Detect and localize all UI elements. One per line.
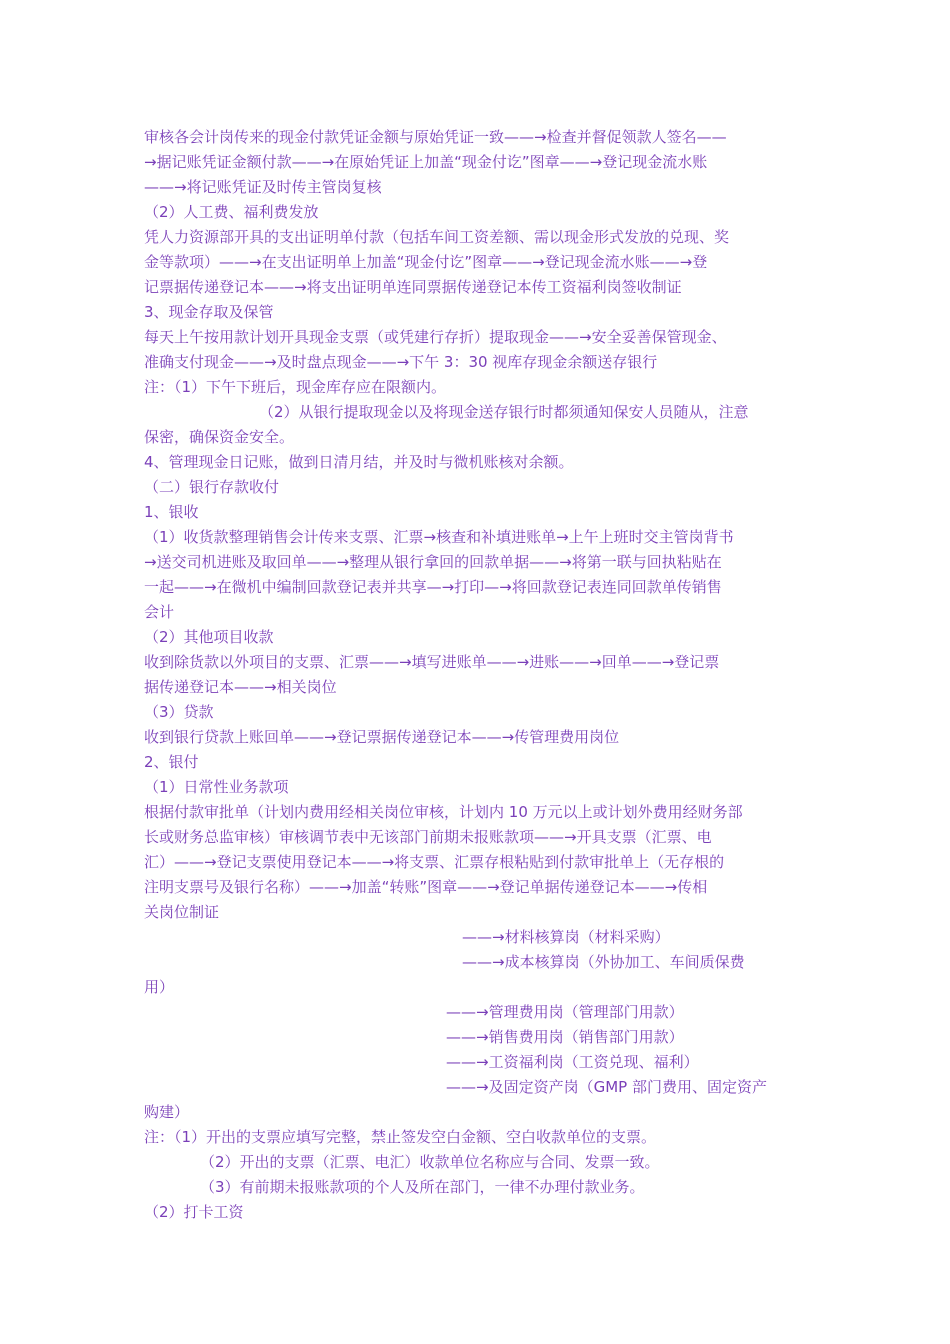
text-line: →送交司机进账及取回单——→整理从银行拿回的回款单据——→将第一联与回执粘贴在 [144, 553, 722, 571]
note-line: （2）从银行提取现金以及将现金送存银行时都须通知保安人员随从，注意 [259, 403, 749, 421]
text-line: →据记账凭证金额付款——→在原始凭证上加盖“现金付讫”图章——→登记现金流水账 [144, 153, 708, 171]
section-heading: 1、银收 [144, 503, 199, 521]
text-line: 收到除货款以外项目的支票、汇票——→填写进账单——→进账——→回单——→登记票 [144, 653, 720, 671]
section-heading: （3）贷款 [144, 703, 214, 721]
section-heading: （1）日常性业务款项 [144, 778, 289, 796]
branch-line: ——→材料核算岗（材料采购） [462, 928, 670, 946]
note-line: 注：（1）下午下班后，现金库存应在限额内。 [144, 378, 447, 396]
section-heading: （2）人工费、福利费发放 [144, 203, 319, 221]
text-line: 长或财务总监审核）审核调节表中无该部门前期未报账款项——→开具支票（汇票、电 [144, 828, 712, 846]
text-line: 记票据传递登记本——→将支出证明单连同票据传递登记本传工资福利岗签收制证 [144, 278, 682, 296]
section-heading: 3、现金存取及保管 [144, 303, 274, 321]
branch-line: ——→销售费用岗（销售部门用款） [446, 1028, 684, 1046]
text-line: 购建） [144, 1103, 190, 1121]
section-heading: 4、管理现金日记账，做到日清月结，并及时与微机账核对余额。 [144, 453, 574, 471]
section-heading: （二）银行存款收付 [144, 478, 280, 496]
text-line: 关岗位制证 [144, 903, 220, 921]
text-line: （1）收货款整理销售会计传来支票、汇票→核查和补填进账单→上午上班时交主管岗背书 [144, 528, 734, 546]
text-line: 每天上午按用款计划开具现金支票（或凭建行存折）提取现金——→安全妥善保管现金、 [144, 328, 727, 346]
text-line: 会计 [144, 603, 175, 621]
text-line: 审核各会计岗传来的现金付款凭证金额与原始凭证一致——→检查并督促领款人签名—— [144, 128, 727, 146]
text-line: 汇）——→登记支票使用登记本——→将支票、汇票存根粘贴到付款审批单上（无存根的 [144, 853, 725, 871]
text-line: 据传递登记本——→相关岗位 [144, 678, 337, 696]
text-line: 凭人力资源部开具的支出证明单付款（包括车间工资差额、需以现金形式发放的兑现、奖 [144, 228, 730, 246]
branch-line: ——→及固定资产岗（GMP 部门费用、固定资产 [446, 1078, 767, 1096]
text-line: 用） [144, 978, 175, 996]
section-heading: （2）打卡工资 [144, 1203, 244, 1221]
note-line: 注：（1）开出的支票应填写完整，禁止签发空白金额、空白收款单位的支票。 [144, 1128, 657, 1146]
branch-line: ——→管理费用岗（管理部门用款） [446, 1003, 684, 1021]
text-line: ——→将记账凭证及时传主管岗复核 [144, 178, 382, 196]
text-line: 保密，确保资金安全。 [144, 428, 295, 446]
text-line: 一起——→在微机中编制回款登记表并共享—→打印—→将回款登记表连同回款单传销售 [144, 578, 722, 596]
section-heading: 2、银付 [144, 753, 199, 771]
text-line: 注明支票号及银行名称）——→加盖“转账”图章——→登记单据传递登记本——→传相 [144, 878, 708, 896]
text-line: 准确支付现金——→及时盘点现金——→下午 3：30 视库存现金余额送存银行 [144, 353, 658, 371]
text-line: 根据付款审批单（计划内费用经相关岗位审核，计划内 10 万元以上或计划外费用经财务部 [144, 803, 743, 821]
text-line: 收到银行贷款上账回单——→登记票据传递登记本——→传管理费用岗位 [144, 728, 620, 746]
section-heading: （2）其他项目收款 [144, 628, 274, 646]
branch-line: ——→工资福利岗（工资兑现、福利） [446, 1053, 699, 1071]
text-line: 金等款项）——→在支出证明单上加盖“现金付讫”图章——→登记现金流水账——→登 [144, 253, 708, 271]
branch-line: ——→成本核算岗（外协加工、车间质保费 [462, 953, 745, 971]
note-line: （2）开出的支票（汇票、电汇）收款单位名称应与合同、发票一致。 [200, 1153, 660, 1171]
note-line: （3）有前期未报账款项的个人及所在部门，一律不办理付款业务。 [200, 1178, 645, 1196]
